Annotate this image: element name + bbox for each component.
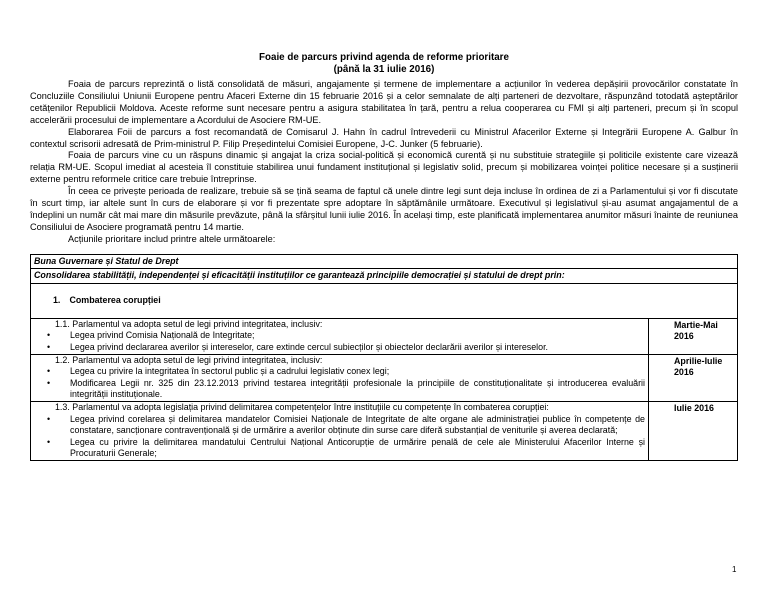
measure-cell: [31, 402, 649, 461]
table-header-consolidation: Consolidarea stabilității, independenței și eficacității instituțiilor ce garantează principiile democrației și statului de drept prin:: [31, 269, 738, 284]
document-title: [30, 52, 738, 76]
bullet-icon: •: [47, 377, 51, 388]
deadline-cell: Martie-Mai 2016: [649, 318, 738, 354]
list-item: • Legea cu privire la integritatea în sectorul public și a cadrului legislativ conex legi;: [47, 366, 390, 377]
list-item: • Modificarea Legii nr. 325 din 23.12.2013 privind testarea integrității profesionale la principiile de constituționalitate și introducerea evaluării integrității instituționale.: [47, 377, 645, 400]
list-item: • Legea privind Comisia Națională de Integritate;: [47, 330, 255, 341]
page-number: 1: [732, 565, 737, 574]
measure-cell: [31, 354, 649, 401]
paragraph-1: Foaia de parcurs reprezintă o listă consolidată de măsuri, angajamente și termene de implementare a acțiunilor în vederea depășirii provocărilor constatate în Concluziile Consiliului Uniunii Europene pentru Afaceri Externe din 15 februarie 2016 și a celor semnalate de alți parteneri de dezvoltare, răspunzând totodată așteptărilor cetățenilor Republicii Moldova. Aceste reforme sunt necesare pentru a asigura stabilitatea în țară, pentru a relua cooperarea cu FMI și alți parteneri, precum și în scopul accelerării procesului de implementare a Acordului de Asociere RM-UE.: [30, 79, 738, 125]
measure-lead: 1.2. Parlamentul va adopta setul de legi privind integritatea, inclusiv:: [55, 354, 323, 365]
list-item: • Legea privind declararea averilor și intereselor, care extinde cercul subiecților și obiectelor declarării averilor și intereselor.: [47, 342, 548, 353]
bullet-icon: •: [47, 366, 51, 377]
bullet-icon: •: [47, 342, 51, 353]
bullet-icon: •: [47, 330, 51, 341]
title-line-1: Foaie de parcurs privind agenda de reforme prioritare: [259, 52, 509, 63]
list-item: • Legea privind corelarea și delimitarea mandatelor Comisiei Naționale de Integritate de alte organe ale administrației publice în competențe de constatare, sancționare contravențională și de urmărire a averilor obținute din surse care diferă substanțial de veniturile și averea declarată;: [47, 413, 645, 436]
table-row: [31, 354, 738, 401]
reform-table: [30, 254, 738, 461]
paragraph-4: În ceea ce privește perioada de realizare, trebuie să se țină seama de faptul că unele dintre legi sunt deja incluse în ordinea de zi a Parlamentului și vor fi discutate în scurt timp, iar altele sunt în curs de elaborare și vor fi prezentate spre adoptare în săptămânile următoare. Executivul și legislativul și-au asumat angajamentul de a îndeplini un număr cât mai mare din măsurile prevăzute, până la sfârșitul lunii iulie 2016. În același timp, este planificată implementarea anumitor măsuri înainte de reuniunea Consiliului de Asociere programată pentru 14 martie.: [30, 186, 738, 232]
section-heading: [31, 283, 738, 318]
bullet-icon: •: [47, 413, 51, 424]
section-title: Combaterea corupției: [69, 295, 161, 306]
measure-lead: 1.1. Parlamentul va adopta setul de legi privind integritatea, inclusiv:: [55, 318, 323, 329]
paragraph-3: Foaia de parcurs vine cu un răspuns dinamic și angajat la criza social-politică și economică curentă și nu substituie strategiile și politicile existente care vizează relația RM-UE. Scopul imediat al acesteia îl constituie stabilirea unui fundament instituțional și legislativ solid, precum și mobilizarea voinței politice necesare și a susținerii externe pentru reformele critice care trebuie întreprinse.: [30, 150, 738, 185]
measure-cell: [31, 318, 649, 354]
deadline-cell: Iulie 2016: [649, 402, 738, 461]
table-header-governance: Buna Guvernare și Statul de Drept: [31, 254, 738, 269]
measure-lead: 1.3. Parlamentul va adopta legislația privind delimitarea competențelor între instituțiile cu competențe în combaterea corupției:: [55, 402, 549, 413]
bullet-icon: •: [47, 436, 51, 447]
paragraph-2: Elaborarea Foii de parcurs a fost recomandată de Comisarul J. Hahn în cadrul întrevederii cu Ministrul Afacerilor Externe și Integrării Europene A. Galbur în contextul scrisorii adresată de Prim-ministrul P. Filip Președintelui Comisiei Europene, J-C. Junker (5 februarie).: [30, 126, 738, 149]
measure-bullets: [47, 330, 645, 353]
section-number: 1.: [53, 295, 61, 306]
title-line-2: (până la 31 iulie 2016): [333, 64, 435, 75]
table-row: [31, 318, 738, 354]
measure-bullets: [47, 366, 645, 401]
list-item: • Legea cu privire la delimitarea mandatului Centrului Național Anticorupție de urmărire penală de cele ale Ministerului Afacerilor Interne și Procuraturii Generale;: [47, 436, 645, 459]
document-page: [30, 52, 738, 461]
table-row: [31, 402, 738, 461]
deadline-cell: Aprilie-Iulie 2016: [649, 354, 738, 401]
measure-bullets: [47, 413, 645, 460]
paragraph-5: Acțiunile prioritare includ printre altele următoarele:: [68, 233, 276, 244]
